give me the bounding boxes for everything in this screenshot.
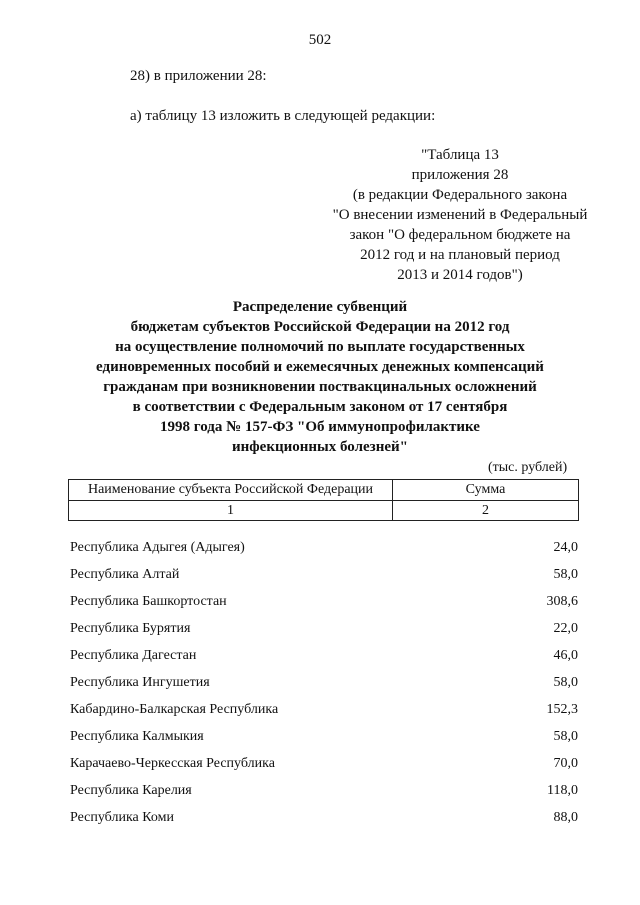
subject-amount: 118,0 bbox=[547, 783, 578, 798]
table-body bbox=[70, 534, 578, 831]
title-line: бюджетам субъектов Российской Федерации на 2012 год bbox=[130, 319, 510, 335]
subject-name: Республика Алтай bbox=[70, 567, 180, 582]
table-header bbox=[68, 479, 579, 521]
subject-amount: 308,6 bbox=[546, 594, 578, 609]
column-number-2: 2 bbox=[393, 501, 579, 521]
table-reference-line: 2012 год и на плановый период bbox=[360, 247, 560, 263]
subject-name: Республика Калмыкия bbox=[70, 729, 204, 744]
table-reference-line: приложения 28 bbox=[411, 167, 509, 183]
subject-amount: 22,0 bbox=[553, 621, 578, 636]
column-header-amount: Сумма bbox=[393, 480, 579, 501]
subject-amount: 58,0 bbox=[553, 567, 578, 582]
title-line: единовременных пособий и ежемесячных денежных компенсаций bbox=[96, 359, 544, 375]
table-row bbox=[70, 534, 578, 561]
subject-name: Республика Ингушетия bbox=[70, 675, 210, 690]
subject-amount: 24,0 bbox=[553, 540, 578, 555]
table-reference-line: "О внесении изменений в Федеральный bbox=[332, 207, 588, 223]
table-row bbox=[70, 804, 578, 831]
table-row bbox=[70, 696, 578, 723]
table-row bbox=[70, 777, 578, 804]
table-row bbox=[70, 750, 578, 777]
table-row bbox=[70, 723, 578, 750]
amendment-subpoint: а) таблицу 13 изложить в следующей редакции: bbox=[130, 108, 436, 124]
subject-amount: 70,0 bbox=[553, 756, 578, 771]
table-row bbox=[70, 615, 578, 642]
subject-amount: 152,3 bbox=[546, 702, 578, 717]
table-reference-line: (в редакции Федерального закона bbox=[352, 187, 568, 203]
amendment-point: 28) в приложении 28: bbox=[130, 68, 267, 84]
title-line: Распределение субвенций bbox=[232, 299, 408, 315]
title-line: на осуществление полномочий по выплате государственных bbox=[115, 339, 525, 355]
table-reference-block bbox=[300, 145, 620, 285]
table-reference-line: 2013 и 2014 годов") bbox=[397, 267, 523, 283]
table-row bbox=[70, 669, 578, 696]
subject-name: Республика Адыгея (Адыгея) bbox=[70, 540, 245, 555]
table-reference-line: "Таблица 13 bbox=[421, 147, 499, 163]
subject-amount: 88,0 bbox=[553, 810, 578, 825]
page-number: 502 bbox=[308, 32, 332, 48]
table-row bbox=[70, 642, 578, 669]
subject-name: Карачаево-Черкесская Республика bbox=[70, 756, 275, 771]
subject-amount: 58,0 bbox=[553, 675, 578, 690]
column-header-subject: Наименование субъекта Российской Федерации bbox=[69, 480, 393, 501]
subject-name: Республика Коми bbox=[70, 810, 174, 825]
subject-amount: 46,0 bbox=[553, 648, 578, 663]
title-line: 1998 года № 157-ФЗ "Об иммунопрофилактике bbox=[160, 419, 480, 435]
title-line: гражданам при возникновении поствакцинальных осложнений bbox=[103, 379, 537, 395]
subject-name: Республика Бурятия bbox=[70, 621, 191, 636]
table-row bbox=[70, 588, 578, 615]
subject-name: Республика Карелия bbox=[70, 783, 192, 798]
subject-name: Республика Башкортостан bbox=[70, 594, 227, 609]
title-line: в соответствии с Федеральным законом от 17 сентября bbox=[132, 399, 508, 415]
table-reference-line: закон "О федеральном бюджете на bbox=[349, 227, 571, 243]
column-number-1: 1 bbox=[69, 501, 393, 521]
document-title bbox=[40, 297, 600, 457]
title-line: инфекционных болезней" bbox=[232, 439, 408, 455]
subject-name: Республика Дагестан bbox=[70, 648, 197, 663]
units-label: (тыс. рублей) bbox=[488, 460, 568, 475]
table-row bbox=[70, 561, 578, 588]
subject-name: Кабардино-Балкарская Республика bbox=[70, 702, 279, 717]
subject-amount: 58,0 bbox=[553, 729, 578, 744]
